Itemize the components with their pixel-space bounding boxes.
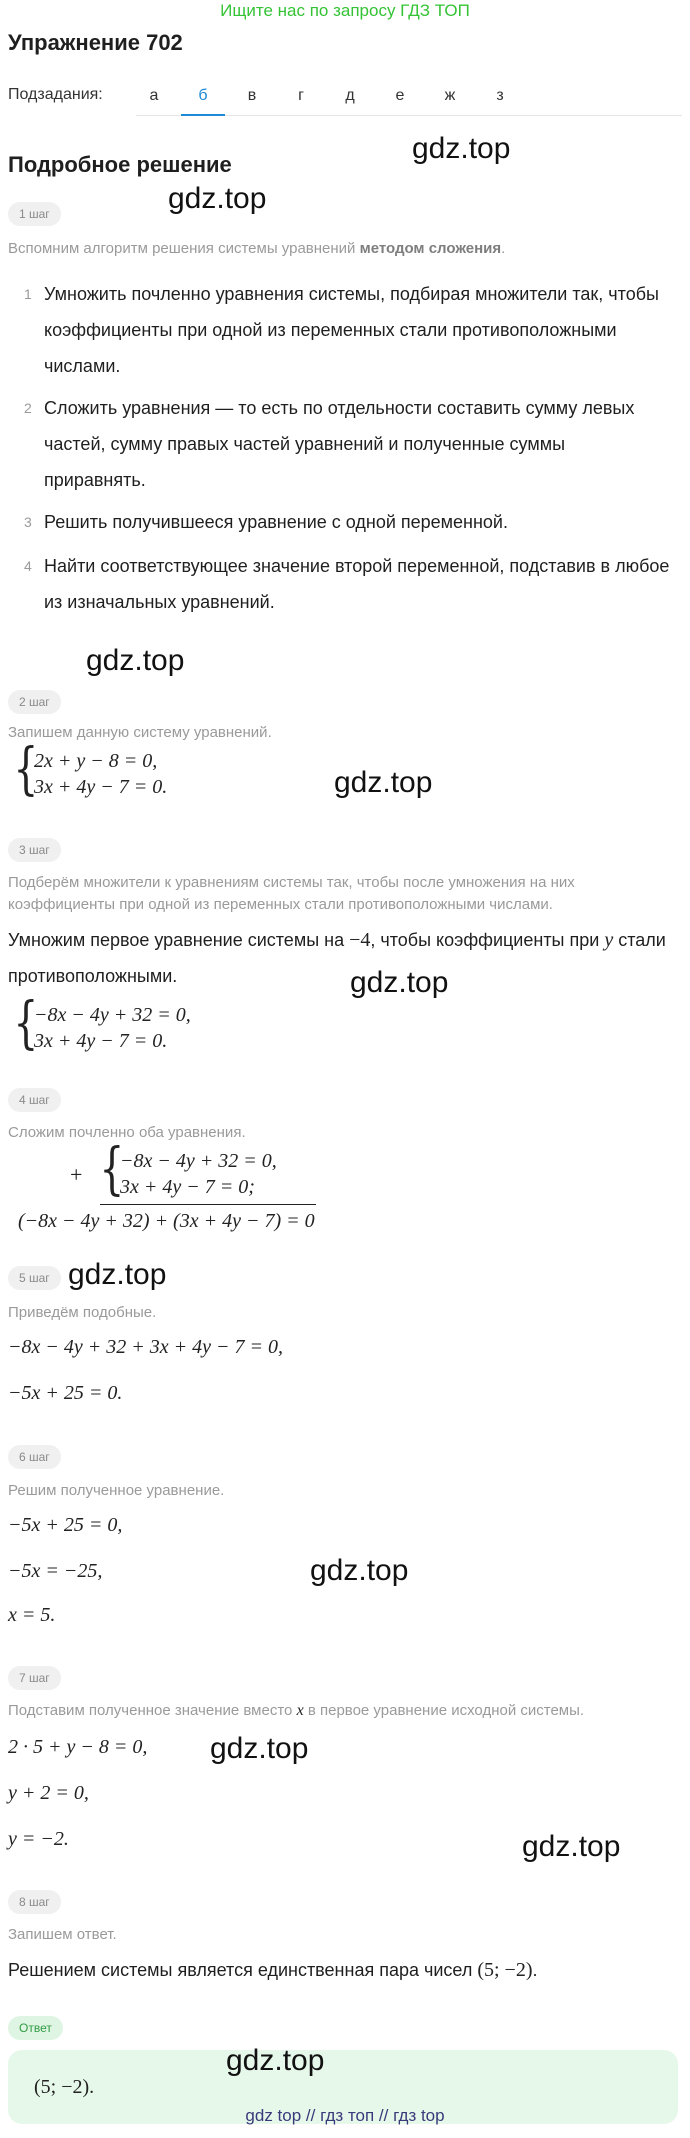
step-text: противоположными. — [8, 966, 178, 986]
step-intro: Подберём множители к уравнениям системы так, чтобы после умножения на них — [8, 874, 575, 891]
list-item — [24, 504, 674, 540]
step-text: Решением системы является единственная пара чисел (5; −2). — [8, 1959, 538, 1981]
watermark: gdz.top — [412, 132, 511, 165]
top-banner[interactable]: Ищите нас по запросу ГДЗ ТОП — [220, 1, 470, 20]
step-badge: 5 шаг — [8, 1266, 61, 1290]
tab-a[interactable]: а — [149, 87, 159, 104]
answer-value: (5; −2). — [34, 2076, 95, 2098]
step-badge: 3 шаг — [8, 838, 61, 862]
list-number: 1 — [24, 286, 32, 302]
subtasks-nav — [8, 82, 690, 116]
equation: −5x = −25, — [8, 1560, 103, 1582]
step-intro: Сложим почленно оба уравнения. — [8, 1124, 246, 1141]
equation: 3x + 4y − 7 = 0. — [34, 1030, 168, 1052]
step-badge: 7 шаг — [8, 1666, 61, 1690]
equation: −8x − 4y + 32 = 0, — [120, 1150, 277, 1172]
page-title: Упражнение 702 — [8, 30, 183, 55]
subtasks-label: Подзадания: — [8, 86, 103, 103]
equation: −8x − 4y + 32 = 0, — [34, 1004, 191, 1026]
tab-b[interactable]: б — [181, 82, 225, 116]
watermark: gdz.top — [168, 182, 267, 215]
step-intro: Подставим полученное значение вместо x в первое уравнение исходной системы. — [8, 1702, 585, 1719]
tab-v[interactable]: в — [247, 87, 257, 104]
tab-d[interactable]: д — [345, 87, 355, 104]
step-text: Умножим первое уравнение системы на −4, чтобы коэффициенты при y стали — [8, 929, 666, 951]
equation: −8x − 4y + 32 + 3x + 4y − 7 = 0, — [8, 1336, 283, 1358]
step-badge: 8 шаг — [8, 1890, 61, 1914]
list-item — [24, 276, 674, 384]
equation: 3x + 4y − 7 = 0. — [34, 776, 168, 798]
step-intro: коэффициенты при одной из переменных стали противоположными числами. — [8, 896, 553, 913]
list-item — [24, 390, 674, 498]
step-badge: 4 шаг — [8, 1088, 61, 1112]
plus-sign: + — [70, 1162, 83, 1187]
list-number: 3 — [24, 514, 32, 530]
brace: { — [13, 737, 39, 802]
section-title: Подробное решение — [8, 152, 232, 177]
list-text: Сложить уравнения — то есть по отдельности составить сумму левых — [44, 398, 635, 418]
step-intro: Решим полученное уравнение. — [8, 1482, 225, 1499]
equation: −5x + 25 = 0. — [8, 1382, 123, 1404]
watermark: gdz.top — [86, 644, 185, 677]
watermark: gdz.top — [310, 1554, 409, 1587]
answer-badge: Ответ — [8, 2016, 63, 2040]
equation: −5x + 25 = 0, — [8, 1514, 123, 1536]
equation-system — [8, 737, 308, 808]
list-item — [24, 548, 674, 620]
tab-z[interactable]: з — [496, 87, 504, 104]
watermark: gdz.top — [210, 1732, 309, 1765]
list-number: 2 — [24, 400, 32, 416]
equation: y + 2 = 0, — [8, 1782, 89, 1804]
equation: y = −2. — [8, 1828, 69, 1850]
list-text: из изначальных уравнений. — [44, 592, 275, 612]
equation: 2x + y − 8 = 0, — [34, 750, 158, 772]
equation: 3x + 4y − 7 = 0; — [120, 1176, 255, 1198]
list-text: коэффициенты при одной из переменных стали противоположными — [44, 320, 617, 340]
step-badge: 2 шаг — [8, 690, 61, 714]
list-text: Найти соответствующее значение второй переменной, подставив в любое — [44, 556, 670, 576]
footer-links[interactable]: gdz top // гдз топ // гдз top — [245, 2106, 445, 2125]
list-text: Умножить почленно уравнения системы, подбирая множители так, чтобы — [44, 284, 659, 304]
equation-system — [8, 991, 308, 1062]
step-intro: Запишем ответ. — [8, 1926, 117, 1943]
tab-zh[interactable]: ж — [444, 87, 456, 104]
step-intro: Вспомним алгоритм решения системы уравнений методом сложения. — [8, 240, 506, 257]
watermark: gdz.top — [350, 966, 449, 999]
sum-line — [100, 1204, 316, 1205]
watermark: gdz.top — [226, 2044, 325, 2077]
watermark: gdz.top — [334, 766, 433, 799]
step-intro: Запишем данную систему уравнений. — [8, 724, 272, 741]
watermark: gdz.top — [522, 1830, 621, 1863]
equation: (−8x − 4y + 32) + (3x + 4y − 7) = 0 — [18, 1210, 315, 1232]
step-badge: 1 шаг — [8, 202, 61, 226]
brace: { — [13, 991, 39, 1056]
equation-system — [94, 1137, 354, 1208]
step-badge: 6 шаг — [8, 1445, 61, 1469]
tab-e[interactable]: е — [395, 87, 405, 104]
watermark: gdz.top — [68, 1258, 167, 1291]
list-text: приравнять. — [44, 470, 146, 490]
list-text: частей, сумму правых частей уравнений и полученные суммы — [44, 434, 566, 454]
equation: x = 5. — [8, 1604, 56, 1626]
step-intro: Приведём подобные. — [8, 1304, 157, 1321]
tab-g[interactable]: г — [298, 87, 304, 104]
equation: 2 · 5 + y − 8 = 0, — [8, 1736, 148, 1758]
list-text: Решить получившееся уравнение с одной переменной. — [44, 512, 508, 532]
list-text: числами. — [44, 356, 121, 376]
brace: { — [99, 1137, 125, 1202]
list-number: 4 — [24, 558, 32, 574]
